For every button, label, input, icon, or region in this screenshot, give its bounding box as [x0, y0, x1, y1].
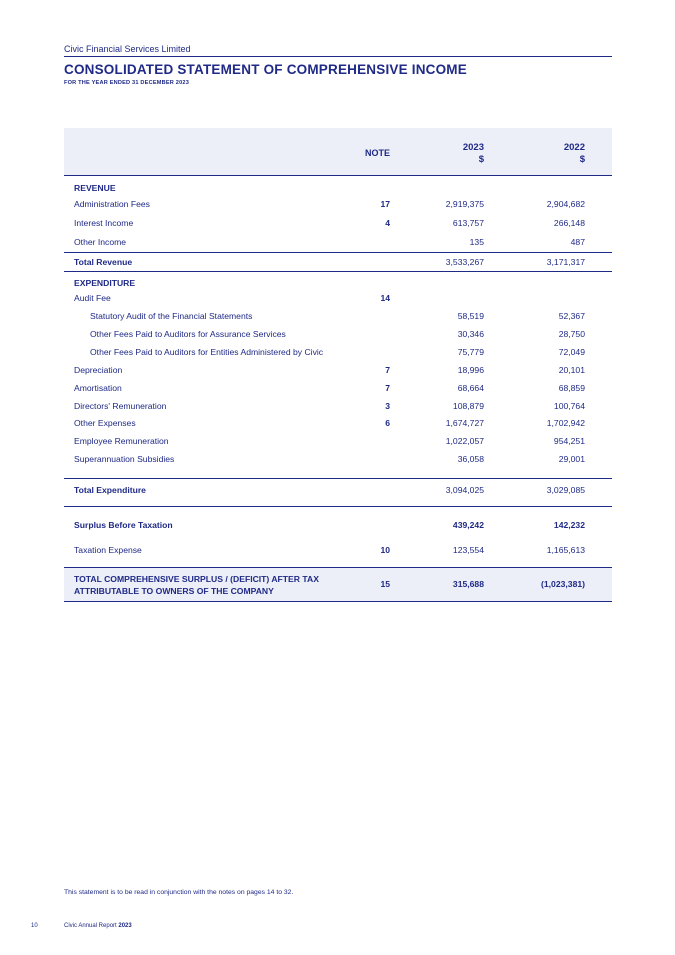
row-label: Employee Remuneration [74, 436, 169, 446]
row-note: 10 [380, 545, 390, 555]
total-comprehensive-row [64, 567, 612, 602]
row-value-2023: 439,242 [452, 520, 484, 530]
row-value-2023: 2,919,375 [445, 199, 484, 209]
total-comprehensive-label [74, 573, 354, 597]
report-name [64, 923, 132, 929]
row-value-2023: 3,533,267 [445, 257, 484, 267]
table-row [64, 416, 612, 430]
row-label: Superannuation Subsidies [74, 454, 175, 464]
row-value-2023: 3,094,025 [445, 485, 484, 495]
page-subtitle: FOR THE YEAR ENDED 31 DECEMBER 2023 [64, 80, 190, 86]
row-value-2023: 58,519 [457, 311, 484, 321]
row-note: 7 [385, 383, 390, 393]
row-note: 15 [380, 579, 390, 589]
surplus-row [64, 518, 612, 532]
row-value-2022: 266,148 [553, 218, 585, 228]
row-value-2023: 108,879 [452, 401, 484, 411]
table-row [64, 434, 612, 448]
table-row [64, 381, 612, 395]
row-value-2023: 1,022,057 [445, 436, 484, 446]
row-label: Interest Income [74, 218, 134, 228]
row-value-2022: 3,171,317 [546, 257, 585, 267]
row-label: Directors' Remuneration [74, 401, 167, 411]
currency-2023-label: $ [478, 154, 484, 165]
row-note: 14 [380, 293, 390, 303]
note-column-header: NOTE [364, 148, 390, 158]
table-row [64, 363, 612, 377]
row-value-2022: 52,367 [558, 311, 585, 321]
footnote: This statement is to be read in conjunction with the notes on pages 14 to 32. [64, 889, 294, 896]
taxation-row [64, 543, 612, 557]
row-label: Amortisation [74, 383, 122, 393]
row-value-2022: 2,904,682 [546, 199, 585, 209]
row-value-2023: 1,674,727 [445, 418, 484, 428]
total-comprehensive-label-line2: ATTRIBUTABLE TO OWNERS OF THE COMPANY [74, 586, 274, 596]
divider [64, 271, 612, 272]
row-note: 4 [385, 218, 390, 228]
total-expenditure-row [64, 483, 612, 497]
row-value-2023: 18,996 [457, 365, 484, 375]
table-row [64, 309, 612, 323]
row-label: Other Expenses [74, 418, 136, 428]
page-title: CONSOLIDATED STATEMENT OF COMPREHENSIVE INCOME [64, 62, 467, 77]
divider [64, 506, 612, 507]
row-value-2022: 29,001 [558, 454, 585, 464]
row-label: Depreciation [74, 365, 123, 375]
row-value-2023: 315,688 [452, 579, 484, 589]
total-revenue-row [64, 255, 612, 269]
row-value-2022: 3,029,085 [546, 485, 585, 495]
row-label: Other Income [74, 237, 127, 247]
table-row [64, 197, 612, 211]
row-value-2022: 1,702,942 [546, 418, 585, 428]
row-value-2023: 135 [469, 237, 484, 247]
table-header [64, 128, 612, 176]
revenue-heading: REVENUE [74, 183, 116, 193]
row-label: Administration Fees [74, 199, 150, 209]
row-label: Other Fees Paid to Auditors for Assurance Services [90, 329, 286, 339]
row-label: Taxation Expense [74, 545, 142, 555]
year-2023-label: 2023 [462, 142, 484, 153]
year-2023-header [404, 142, 484, 166]
currency-2022-label: $ [579, 154, 585, 165]
row-note: 17 [380, 199, 390, 209]
row-value-2022: 954,251 [553, 436, 585, 446]
row-label: Statutory Audit of the Financial Statements [90, 311, 253, 321]
expenditure-heading: EXPENDITURE [74, 278, 136, 288]
row-note: 7 [385, 365, 390, 375]
row-label: Other Fees Paid to Auditors for Entities Administered by Civic [90, 347, 324, 357]
row-value-2022: 1,165,613 [546, 545, 585, 555]
row-value-2022: 72,049 [558, 347, 585, 357]
row-value-2023: 30,346 [457, 329, 484, 339]
company-name: Civic Financial Services Limited [64, 44, 191, 54]
row-value-2023: 123,554 [452, 545, 484, 555]
page-number: 10 [31, 923, 38, 929]
row-label: Audit Fee [74, 293, 111, 303]
divider [64, 478, 612, 479]
row-value-2022: 68,859 [558, 383, 585, 393]
row-label: Total Revenue [74, 257, 133, 267]
table-row [64, 235, 612, 249]
row-label: Total Expenditure [74, 485, 146, 495]
table-row [64, 452, 612, 466]
table-row [64, 399, 612, 413]
row-value-2022: (1,023,381) [541, 579, 585, 589]
row-value-2022: 100,764 [553, 401, 585, 411]
row-value-2023: 36,058 [457, 454, 484, 464]
table-row [64, 327, 612, 341]
row-value-2022: 142,232 [553, 520, 585, 530]
row-value-2022: 28,750 [558, 329, 585, 339]
report-year: 2023 [118, 923, 132, 929]
row-note: 6 [385, 418, 390, 428]
row-value-2023: 613,757 [452, 218, 484, 228]
divider [64, 252, 612, 253]
row-label: Surplus Before Taxation [74, 520, 173, 530]
row-note: 3 [385, 401, 390, 411]
table-row [64, 291, 612, 305]
row-value-2022: 20,101 [558, 365, 585, 375]
report-name-text: Civic Annual Report [64, 923, 117, 929]
header-rule [64, 56, 612, 57]
table-row [64, 345, 612, 359]
year-2022-header [505, 142, 585, 166]
row-value-2023: 68,664 [457, 383, 484, 393]
row-value-2023: 75,779 [457, 347, 484, 357]
row-value-2022: 487 [570, 237, 585, 247]
year-2022-label: 2022 [563, 142, 585, 153]
table-row [64, 216, 612, 230]
total-comprehensive-label-line1: TOTAL COMPREHENSIVE SURPLUS / (DEFICIT) AFTER TAX [74, 574, 319, 584]
